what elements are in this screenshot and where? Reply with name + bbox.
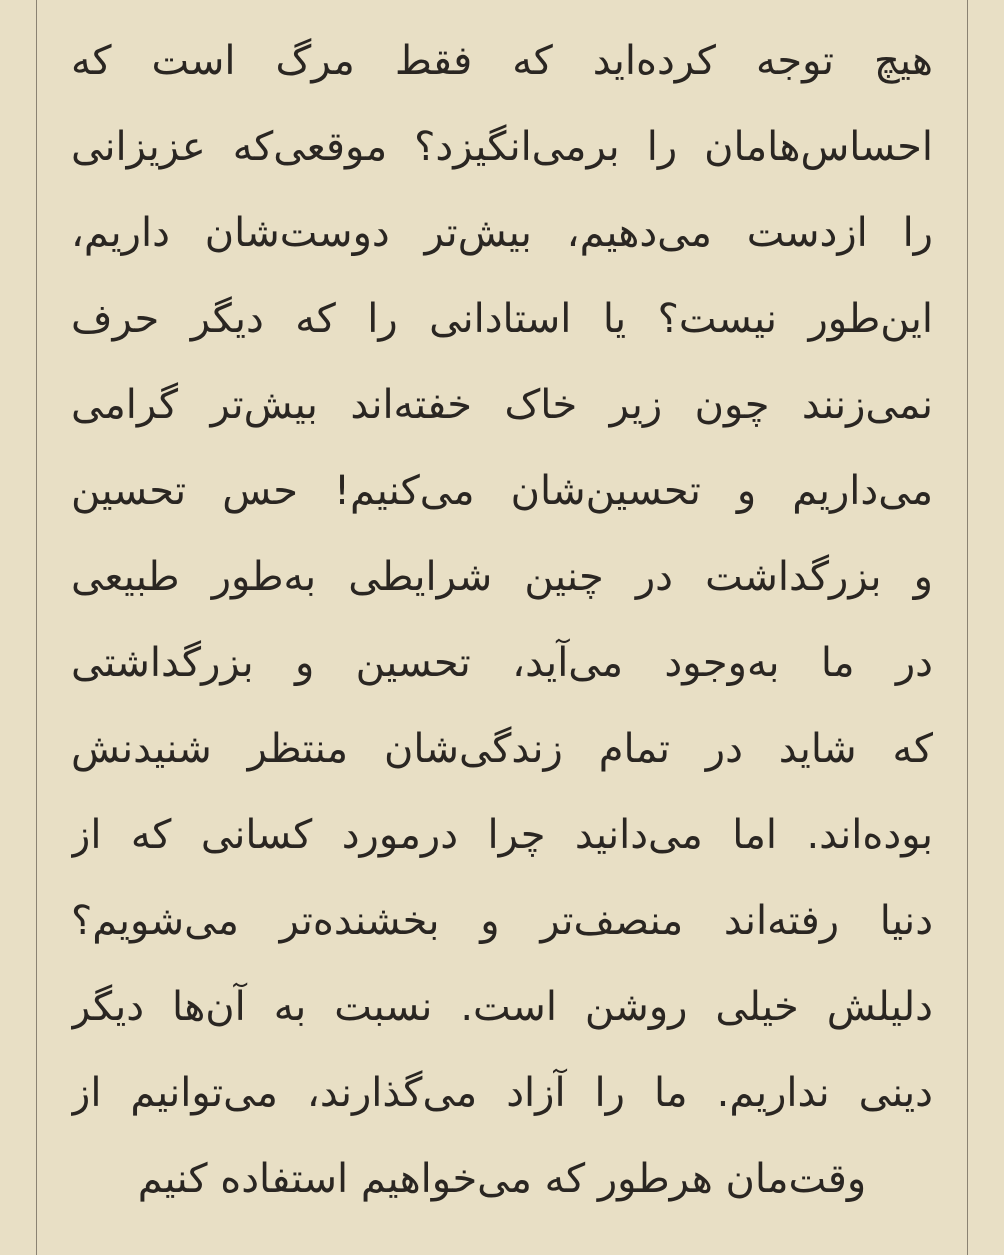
- text-line: هیچ توجه کرده‌اید که فقط مرگ است که: [71, 38, 933, 84]
- text-line: نمی‌زنند چون زیر خاک خفته‌اند بیش‌تر گرامی: [71, 382, 933, 428]
- text-block: [71, 18, 933, 1222]
- text-line: که شاید در تمام زندگی‌شان منتظر شنیدنش: [71, 726, 933, 772]
- text-line: احساس‌هامان را برمی‌انگیزد؟ موقعی‌که عزیزانی: [71, 124, 933, 170]
- text-line: و بزرگداشت در چنین شرایطی به‌طور طبیعی: [71, 554, 933, 600]
- text-line: می‌داریم و تحسین‌شان می‌کنیم! حس تحسین: [71, 468, 933, 514]
- text-line: این‌طور نیست؟ یا استادانی را که دیگر حرف: [71, 296, 933, 342]
- reader-page: [36, 0, 968, 1255]
- text-line: بوده‌اند. اما می‌دانید چرا درمورد کسانی که از: [71, 812, 933, 858]
- text-line: دینی نداریم. ما را آزاد می‌گذارند، می‌توانیم از: [71, 1070, 933, 1116]
- text-line: وقت‌مان هرطور که می‌خواهیم استفاده کنیم: [137, 1156, 867, 1202]
- text-line: دلیلش خیلی روشن است. نسبت به آن‌ها دیگر: [71, 984, 933, 1030]
- text-line: در ما به‌وجود می‌آید، تحسین و بزرگداشتی: [71, 640, 933, 686]
- text-line: را ازدست می‌دهیم، بیش‌تر دوست‌شان داریم،: [71, 210, 933, 256]
- text-line: دنیا رفته‌اند منصف‌تر و بخشنده‌تر می‌شویم؟: [71, 898, 933, 944]
